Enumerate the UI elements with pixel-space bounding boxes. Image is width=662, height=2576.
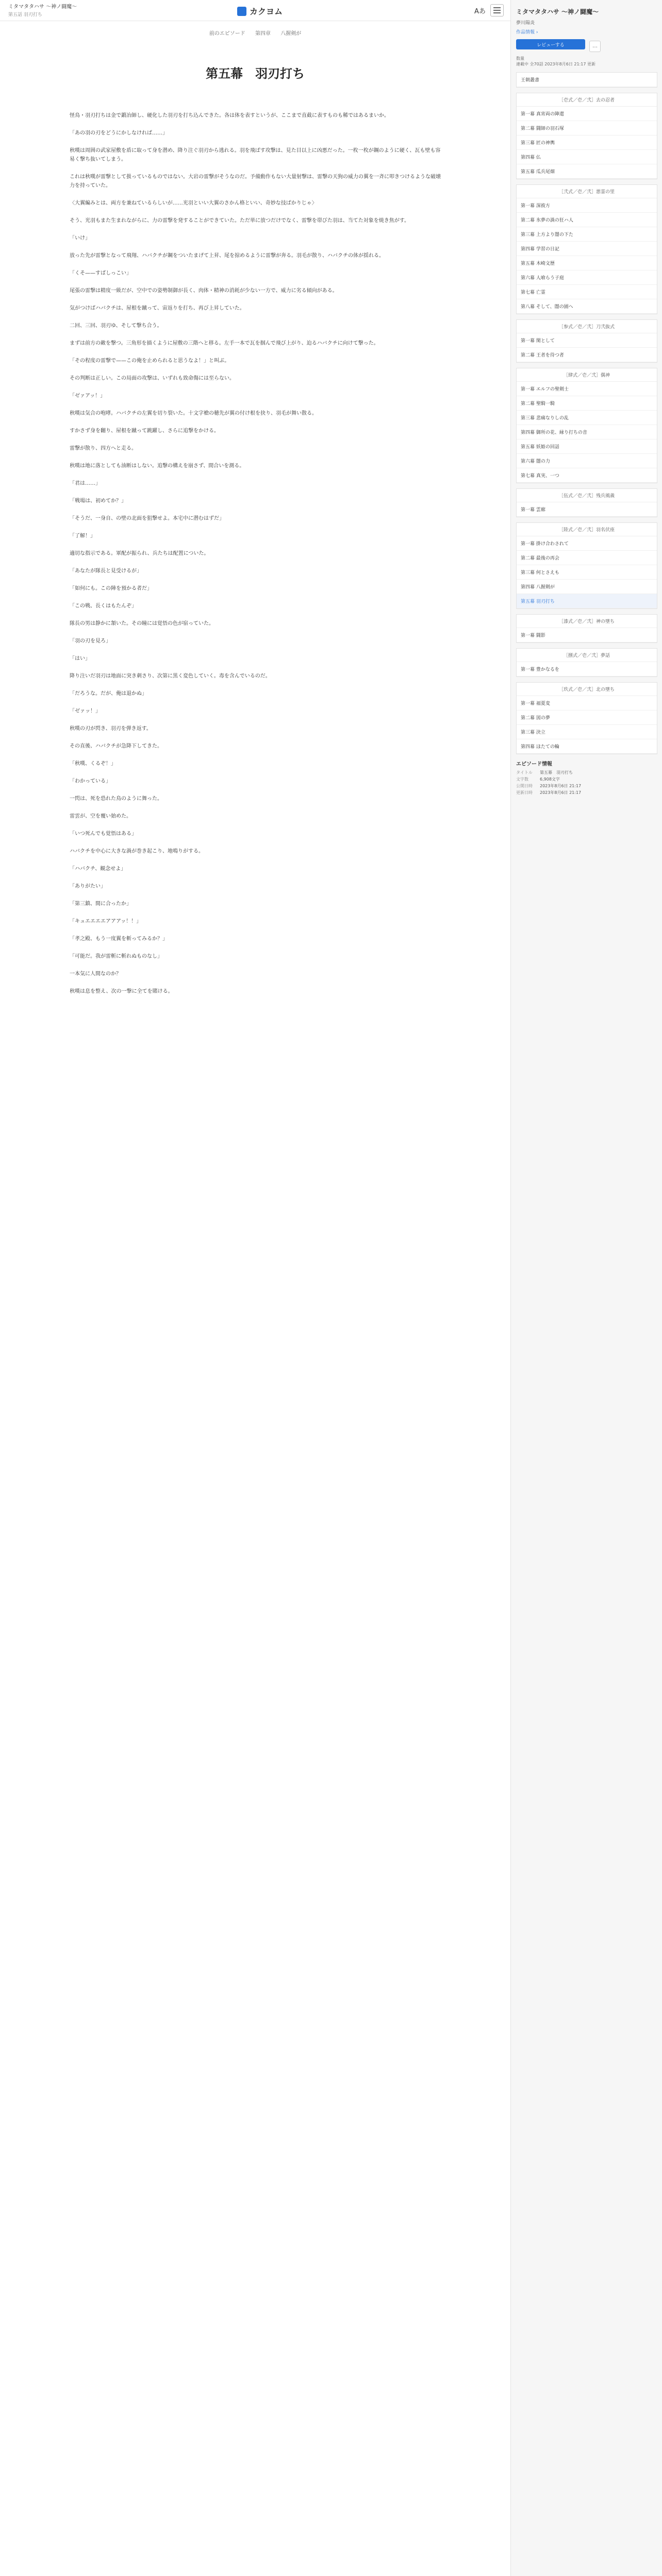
body-paragraph: 秋嘆の刃が閃き、羽刃を弾き返す。 bbox=[70, 726, 152, 732]
menu-button[interactable] bbox=[490, 4, 504, 16]
episode-nav bbox=[0, 29, 510, 37]
episode-info-value: 2023年8月6日 21:17 bbox=[540, 790, 582, 795]
episode-info-rows bbox=[516, 769, 657, 796]
toc-episode-link[interactable]: 第六幕 人喰らう子庭 bbox=[517, 270, 657, 285]
toc-episode-link[interactable]: 第一幕 深彼方 bbox=[517, 198, 657, 213]
review-button[interactable]: レビューする bbox=[516, 39, 585, 49]
body-paragraph: 「戦場は、初めてか？」 bbox=[70, 498, 126, 504]
toc-section bbox=[516, 488, 657, 517]
work-status bbox=[516, 56, 657, 67]
body-paragraph: 「はい」 bbox=[70, 656, 90, 662]
toc-section bbox=[516, 368, 657, 483]
body-paragraph: 「キュエエエエアアアッ！！」 bbox=[70, 919, 142, 924]
episode-info-value: 2023年8月6日 21:17 bbox=[540, 784, 582, 788]
body-paragraph: 尾張の雷撃は精度一級だが、空中での姿勢制御が長く、肉体・精神の消耗が少ない一方で、威力に劣る傾向がある。 bbox=[70, 288, 338, 294]
site-logo[interactable] bbox=[237, 5, 283, 17]
body-paragraph: 「ありがたい」 bbox=[70, 884, 106, 889]
body-paragraph: 「如何にも。この陣を預かる者だ」 bbox=[70, 586, 152, 591]
toc-section-heading: ［伍式／壱／弐］残兵風義 bbox=[517, 489, 657, 502]
body-paragraph: すかさず身を翻り、屋根を蹴って跳躍し、さらに追撃をかける。 bbox=[70, 428, 219, 434]
body-paragraph: 「孝之殿、もう一度翼を斬ってみるか？」 bbox=[70, 936, 168, 942]
body-paragraph: 「羽の刃を見ろ」 bbox=[70, 638, 111, 644]
toc-episode-link[interactable]: 第一幕 閑として bbox=[517, 333, 657, 348]
episode-info bbox=[516, 759, 657, 796]
hamburger-icon-line bbox=[493, 12, 501, 13]
body-paragraph: 「あなたが隊長と見受けるが」 bbox=[70, 568, 142, 574]
status-label: 数量 bbox=[516, 56, 524, 61]
toc-episode-link[interactable]: 第一幕 掛け合わされて bbox=[517, 536, 657, 551]
body-paragraph: 「くそ——すばしっこい」 bbox=[70, 270, 131, 276]
body-paragraph: 気がつけばハバクチは、屋根を蹴って、宙返りを打ち、再び上昇していた。 bbox=[70, 306, 245, 311]
toc-episode-link[interactable]: 第四幕 仏 bbox=[517, 150, 657, 164]
toc-episode-link[interactable]: 第一幕 雲廊 bbox=[517, 502, 657, 517]
toc-section bbox=[516, 72, 657, 88]
toc-section bbox=[516, 522, 657, 609]
toc-episode-link[interactable]: 第四幕 ほたての輪 bbox=[517, 739, 657, 754]
toc-section-heading: ［参式／壱／弐］刀弐抜式 bbox=[517, 320, 657, 333]
body-paragraph: 「秋嘆、くるぞ！」 bbox=[70, 761, 116, 767]
toc-episode-link[interactable]: 第二幕 氷夢の渦の狂ハ人 bbox=[517, 213, 657, 227]
prev-episode-link[interactable]: 前のエピソード bbox=[209, 31, 245, 37]
episode-info-title: エピソード情報 bbox=[516, 761, 552, 767]
body-paragraph: ハバクチを中心に大きな渦が巻き起こり、地鳴りがする。 bbox=[70, 849, 204, 854]
toc-episode-link[interactable]: 第一幕 エルフの聖剣士 bbox=[517, 382, 657, 396]
body-paragraph: 「いけ」 bbox=[70, 235, 90, 241]
status-episodes: 連載中 全70話 bbox=[516, 62, 543, 66]
episode-info-key: タイトル bbox=[516, 770, 533, 775]
toc-episode-link[interactable]: 第二幕 聖騎一騎 bbox=[517, 396, 657, 411]
sidebar-work-title[interactable]: ミタマタタハサ ～神ノ闘魔～ bbox=[516, 8, 599, 15]
toc-link[interactable]: 第四章 bbox=[255, 31, 271, 37]
toc-section-heading: ［玖式／壱／弐］北の墜ち bbox=[517, 683, 657, 696]
toc-episode-link[interactable]: 第四幕 御所の花、縁り打ちの音 bbox=[517, 425, 657, 439]
hamburger-icon-line bbox=[493, 10, 501, 11]
body-paragraph: 放った先が雷撃となって飛翔、ハバクチが鋼をついたまげて上昇、尾を掠めるように雷撃が奔る。羽毛が散り、ハバクチの体が揺れる。 bbox=[70, 253, 384, 259]
toc-section bbox=[516, 184, 657, 314]
episode-info-row bbox=[516, 776, 657, 783]
body-paragraph: 「ゼァアッ！」 bbox=[70, 393, 106, 399]
toc-episode-link[interactable]: 第八幕 そして、闇の園へ bbox=[517, 299, 657, 314]
body-paragraph: 「この戦、長くはもたんぞ」 bbox=[70, 603, 137, 609]
body-paragraph: まずは前方の敵を撃つ。三角形を描くように屋敷の三階へと移る。左手一本で瓦を掴んで飛び上がり、迫るハバクチに向けて撃った。 bbox=[70, 341, 379, 346]
body-paragraph: 「了解！」 bbox=[70, 533, 95, 539]
toc-episode-link[interactable]: 第二幕 最後の再会 bbox=[517, 551, 657, 565]
hamburger-icon bbox=[493, 7, 501, 8]
episode-info-row bbox=[516, 769, 657, 776]
toc-episode-link[interactable]: 第二幕 図の夢 bbox=[517, 710, 657, 725]
toc-episode-link[interactable]: 第三幕 匠の神輿 bbox=[517, 135, 657, 150]
body-paragraph: その直後、ハバクチが急降下してきた。 bbox=[70, 743, 162, 749]
toc-section-heading: ［壱式／壱／弐］去の忍者 bbox=[517, 93, 657, 107]
body-paragraph: 「だろうな。だが、俺は退かぬ」 bbox=[70, 691, 147, 697]
toc-episode-link[interactable]: 第五幕 羽刃打ち bbox=[517, 594, 657, 608]
body-paragraph: 秋嘆は気合の咆哮。ハバクチの左翼を切り裂いた。十文字槍の穂先が翼の付け根を抉り、羽毛が舞い散る。 bbox=[70, 411, 317, 416]
header-chapter-crumb: 第五話 羽刃打ち bbox=[8, 12, 42, 18]
sidebar-author[interactable]: 夢川陽炎 bbox=[516, 21, 535, 26]
body-paragraph: 「可能だ。我が雷斬に斬れぬものなし」 bbox=[70, 954, 162, 959]
episode-info-value: 第五幕 羽刃打ち bbox=[540, 770, 573, 775]
toc-section-heading: ［捌式／壱／弐］夢話 bbox=[517, 649, 657, 662]
body-paragraph: 適切な指示である。軍配が振られ、兵たちは配置についた。 bbox=[70, 551, 209, 556]
body-paragraph: 「その程度の雷撃で——この俺を止められると思うなよ！」と叫ぶ。 bbox=[70, 358, 230, 364]
episode-info-row bbox=[516, 783, 657, 789]
reader-column bbox=[0, 21, 510, 1005]
toc-section bbox=[516, 93, 657, 179]
body-paragraph: 〈大翼編みとは、両方を兼ねているらしいが……光羽といい大翼のさかん格といい、奇妙な技ばかりじゃ〉 bbox=[70, 200, 317, 206]
toc-section bbox=[516, 682, 657, 754]
toc-section bbox=[516, 319, 657, 363]
body-paragraph: 「君は……」 bbox=[70, 481, 101, 486]
episode-info-row bbox=[516, 789, 657, 796]
toc-episode-link[interactable]: 第六幕 闇の力 bbox=[517, 454, 657, 468]
right-sidebar bbox=[510, 0, 662, 2576]
font-size-button[interactable]: Aあ bbox=[474, 8, 486, 15]
episode-body bbox=[70, 111, 441, 996]
body-paragraph: 降り注いだ羽刃は地面に突き刺さり、次第に黒く変色していく。毒を含んでいるのだ。 bbox=[70, 673, 271, 679]
episode-info-key: 公開日時 bbox=[516, 784, 533, 788]
body-paragraph: 雷雲が、空を覆い始めた。 bbox=[70, 814, 131, 819]
toc-section-heading: ［陸式／壱／弐］羽名伏座 bbox=[517, 523, 657, 536]
toc-episode-link[interactable]: 第七幕 亡霊 bbox=[517, 285, 657, 299]
body-paragraph: 二回、三回、羽刃ゆ、そして撃ち合う。 bbox=[70, 323, 162, 329]
body-paragraph: そう、光羽もまた生まれながらに、力の雷撃を発することができていた。ただ単に放つだけでなく、雷撃を帯びた羽は、当てた対象を焼き焦がす。 bbox=[70, 218, 409, 224]
body-paragraph: 隊長の男は静かに頷いた。その瞳には覚悟の色が宿っていた。 bbox=[70, 621, 214, 626]
body-paragraph: 怪鳥・羽刃打ちは金で鍛冶師し、硬化した羽刃を打ち込んできた。各は体を表すというが、ここまで直截に表すものも稀ではあるまいか。 bbox=[70, 113, 389, 118]
toc-section-heading: ［弐式／壱／弐］悪霊の里 bbox=[517, 185, 657, 198]
toc-episode-link[interactable]: 第三幕 上方より闇の下た bbox=[517, 227, 657, 242]
body-paragraph: その判断は正しい。この局面の攻撃は、いずれも致命傷には至らない。 bbox=[70, 376, 235, 381]
toc-episode-link[interactable]: 第一幕 福夏変 bbox=[517, 696, 657, 710]
toc-episode-link[interactable]: 第一幕 闘影 bbox=[517, 628, 657, 642]
toc-episode-link[interactable]: 第一幕 真宵両の陣還 bbox=[517, 107, 657, 121]
body-paragraph: 一閃は、死を恐れた鳥のように舞った。 bbox=[70, 796, 162, 802]
episode-info-key: 文字数 bbox=[516, 777, 528, 782]
toc-episode-link[interactable]: 第一幕 豊かなるを bbox=[517, 662, 657, 676]
body-paragraph: 「あの羽の刃をどうにかしなければ……」 bbox=[70, 130, 168, 136]
toc-section-heading: ［肆式／壱／弐］偶神 bbox=[517, 368, 657, 382]
next-episode-link[interactable]: 八握剣が bbox=[280, 31, 302, 37]
body-paragraph: 「第三鎮、間に合ったか」 bbox=[70, 901, 131, 907]
site-logo-text: カクヨム bbox=[250, 7, 283, 16]
toc-episode-link[interactable]: 第三幕 悲痛なりしの乱 bbox=[517, 411, 657, 425]
episode-info-value: 6,908文字 bbox=[540, 777, 560, 782]
body-paragraph: 「わかっている」 bbox=[70, 778, 111, 784]
toc-episode-link[interactable]: 第二幕 闘師の羽石塚 bbox=[517, 121, 657, 135]
toc-episode-link[interactable]: 第二幕 王者を待つ者 bbox=[517, 348, 657, 362]
work-info-link[interactable]: 作品情報 › bbox=[516, 30, 538, 35]
toc-section-heading: ［漆式／壱／弐］神の墜ち bbox=[517, 615, 657, 628]
toc-episode-link[interactable]: 第四幕 学習の日記 bbox=[517, 242, 657, 256]
toc-episode-link[interactable]: 第三幕 決立 bbox=[517, 725, 657, 739]
episode-info-key: 更新日時 bbox=[516, 790, 533, 795]
body-paragraph: 「そうだ、一身自、の壁の北面を狙撃せよ。本宅中に潜むはずだ」 bbox=[70, 516, 224, 521]
body-paragraph: これは秋嘆が雷撃として扱っているものではない。大岩の雷撃がそうなのだ。予備動作もない大量射撃は、雷撃の天狗の威力の翼を一斉に叩きつけるような破壊力を持っていた。 bbox=[70, 174, 441, 189]
body-paragraph: 秋嘆は地に落としても油断はしない。追撃の構えを崩さず、間合いを測る。 bbox=[70, 463, 245, 469]
toc-episode-link[interactable]: 第五幕 妖姫の回話 bbox=[517, 439, 657, 454]
toc-section bbox=[516, 648, 657, 677]
header-work-title[interactable]: ミタマタタハサ ～神ノ闘魔～ bbox=[8, 4, 77, 10]
toc-episode-link[interactable]: 第五幕 瓜兵尾畑 bbox=[517, 164, 657, 179]
status-updated: 2023年8月6日 21:17 更新 bbox=[544, 62, 595, 66]
more-options-button[interactable]: … bbox=[589, 41, 601, 52]
toc-section bbox=[516, 614, 657, 643]
body-paragraph: 秋嘆は周囲の武家屋敷を盾に取って身を潜め、降り注ぐ羽刃から逃れる。羽を飛ばす攻撃は、見た目以上に凶悪だった。一枚一枚が鋼のように硬く、瓦も壁も容易く撃ち抜いてしまう。 bbox=[70, 148, 441, 162]
toc-episode-link[interactable]: 第三幕 何とさえも bbox=[517, 565, 657, 580]
body-paragraph: 秋嘆は息を整え、次の一撃に全てを賭ける。 bbox=[70, 989, 173, 994]
body-paragraph: 「ゼァッ！」 bbox=[70, 708, 101, 714]
body-paragraph: 「ハバクチ、観念せよ」 bbox=[70, 866, 126, 872]
toc-episode-link[interactable]: 第五幕 木崎文歴 bbox=[517, 256, 657, 270]
body-paragraph: 一本気に人間なのか？ bbox=[70, 971, 121, 977]
body-paragraph: 雷撃が散り、四方へと走る。 bbox=[70, 446, 137, 451]
toc-list bbox=[516, 72, 657, 754]
toc-episode-link[interactable]: 第七幕 真実、一つ bbox=[517, 468, 657, 483]
kakuyomu-logo-icon bbox=[237, 7, 246, 16]
toc-episode-link[interactable]: 王朝叢書 bbox=[517, 73, 657, 87]
body-paragraph: 「いつ死んでも覚悟はある」 bbox=[70, 831, 137, 837]
toc-episode-link[interactable]: 第四幕 八握剣が bbox=[517, 580, 657, 594]
episode-title: 第五幕 羽刃打ち bbox=[206, 66, 305, 81]
